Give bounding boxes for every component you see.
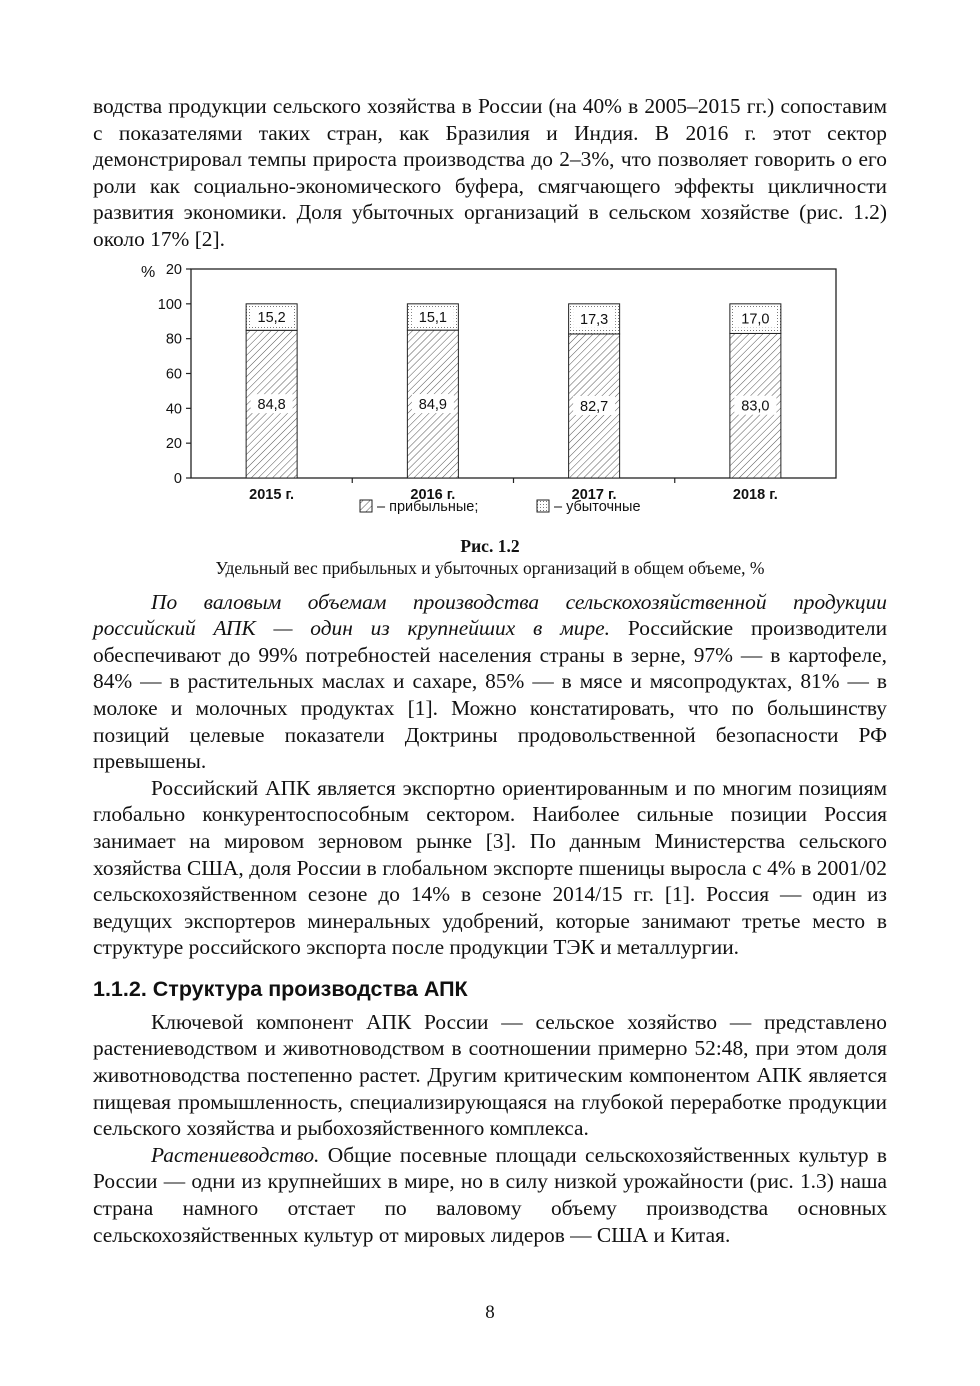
y-tick-label: 60 — [165, 366, 182, 383]
document-page — [93, 93, 887, 1248]
legend-swatch-unprofitable — [537, 500, 549, 512]
data-label-profitable: 84,9 — [418, 396, 447, 413]
y-tick-label: 20 — [165, 435, 182, 452]
paragraph-3: Российский АПК является экспортно ориентированным и по многим позициям глобально конкурентоспособным сектором. Наиболее сильные позиции Россия занимает на мировом зерновом рынке [3]. По данным Министерства сельского хозяйства США, доля России в глобальном экспорте пшеницы выросла с 4% в 2001/02 сельскохозяйственном сезоне до 14% в сезоне 2014/15 гг. [1]. Россия — один из ведущих экспортеров минеральных удобрений, которые занимают третье место в структуре российского экспорта после продукции ТЭК и металлургии. — [93, 775, 887, 960]
data-label-unprofitable: 15,2 — [257, 309, 286, 326]
y-axis-label: % — [141, 263, 156, 281]
figure-caption: Удельный вес прибыльных и убыточных организаций в общем объеме, % — [215, 557, 765, 578]
paragraph-5-text: Общие посевные площади сельскохозяйственных культур в России — одни из крупнейших в мире, но в силу низкой урожайности (рис. 1.3) наша страна намного отстает по валовому объему производства основных сельскохозяйственных культур от мировых лидеров — США и Китая. — [93, 1142, 887, 1247]
data-label-profitable: 84,8 — [257, 396, 286, 413]
legend-label-unprofitable: – убыточные — [554, 498, 641, 515]
figure-1-2 — [93, 261, 887, 529]
paragraph-2 — [93, 589, 887, 775]
section-heading: 1.1.2. Структура производства АПК — [93, 976, 468, 1001]
data-label-unprofitable: 15,1 — [418, 309, 447, 326]
legend-swatch-profitable — [360, 500, 372, 512]
paragraph-4: Ключевой компонент АПК России — сельское хозяйство — представлено растениеводством и животноводством в соотношении примерно 52:48, при этом доля животноводства постепенно растет. Другим критическим компонентом АПК является пищевая промышленность, специализирующаяся на глубокой переработке продукции сельского хозяйства и рыбохозяйственного комплекса. — [93, 1009, 887, 1141]
figure-label: Рис. 1.2 — [460, 535, 520, 556]
paragraph-2-lead: По валовым объемам производства сельскохозяйственной продукции российский АПК — один из крупнейших в мире. — [93, 589, 887, 641]
y-tick-label: 20 — [165, 261, 182, 278]
data-label-profitable: 82,7 — [580, 398, 609, 415]
paragraph-5-lead: Растениеводство. — [151, 1142, 320, 1167]
x-tick-label: 2018 г. — [732, 486, 778, 503]
y-tick-label: 40 — [165, 400, 182, 417]
y-tick-label: 100 — [157, 296, 182, 313]
y-tick-label: 80 — [165, 331, 182, 348]
paragraph-5 — [93, 1142, 887, 1248]
x-tick-label: 2017 г. — [571, 486, 617, 503]
legend-label-profitable: – прибыльные; — [377, 498, 479, 515]
data-label-unprofitable: 17,0 — [741, 311, 770, 328]
y-tick-label: 0 — [173, 470, 182, 487]
data-label-profitable: 83,0 — [741, 398, 770, 415]
x-tick-label: 2016 г. — [410, 486, 456, 503]
page-number: 8 — [485, 1302, 495, 1323]
bar-chart — [93, 261, 887, 529]
x-tick-label: 2015 г. — [249, 486, 295, 503]
data-label-unprofitable: 17,3 — [580, 311, 609, 328]
paragraph-1: водства продукции сельского хозяйства в России (на 40% в 2005–2015 гг.) сопоставим с показателями таких стран, как Бразилия и Индия. В 2016 г. этот сектор демонстрировал темпы прироста производства до 2–3%, что позволяет говорить о его роли как социально-экономического буфера, смягчающего эффекты цикличности развития экономики. Доля убыточных организаций в сельском хозяйстве (рис. 1.2) около 17% [2]. — [93, 94, 887, 251]
paragraph-2-text: Российские производители обеспечивают до 99% потребностей населения страны в зерне, 97% — в картофеле, 84% — в растительных маслах и сахаре, 85% — в мясе и мясопродуктах, 81% — в молоке и молочных продуктах [1]. Можно констатировать, что по большинству позиций целевые показатели Доктрины продовольственной безопасности РФ превышены. — [93, 616, 888, 774]
